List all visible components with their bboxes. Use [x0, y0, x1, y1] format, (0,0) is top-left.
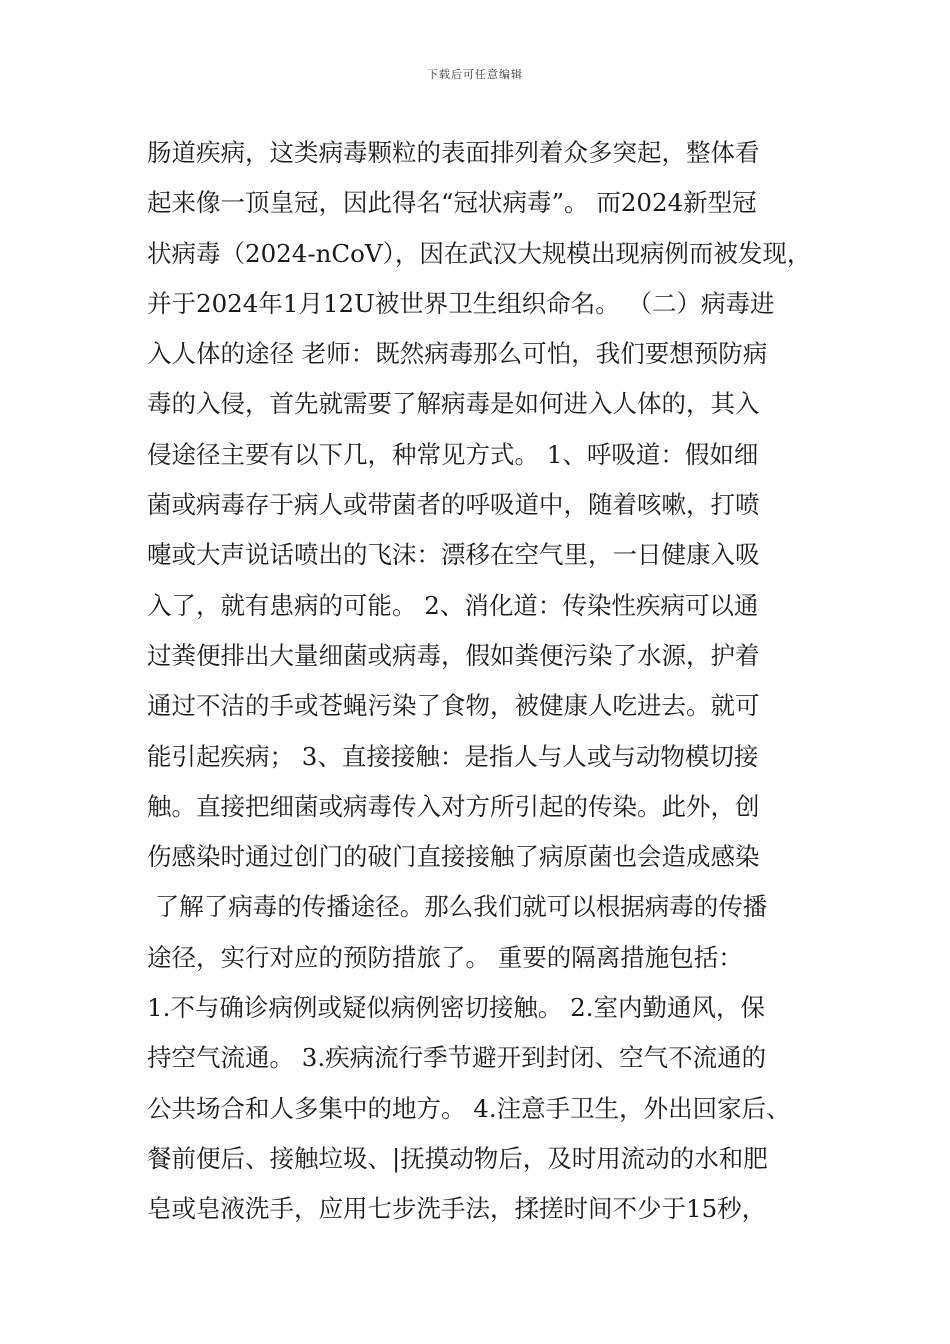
- text-line: 入了，就有患病的可能。 2、消化道：传染性疾病可以通: [147, 590, 759, 620]
- text-line: 状病毒（2024-nCoV），因在武汉大规模出现病例而被发现，: [147, 238, 812, 268]
- text-line: 嚏或大声说话喷出的飞沫：漂移在空气里，一日健康入吸: [147, 540, 760, 570]
- text-line: 肠道疾病，这类病毒颗粒的表面排列着众多突起，整体看: [147, 138, 760, 167]
- text-line: 途径，实行对应的预防措旅了。 重要的隔离措施包括：: [147, 942, 743, 972]
- text-line: 了解了病毒的传播途径。那么我们就可以根据病毒的传播: [147, 892, 768, 922]
- text-line: 1.不与确诊病例或疑似病例密切接触。 2.室内勤通风，保: [147, 993, 766, 1023]
- text-line: 公共场合和人多集中的地方。 4.注意手卫生，外出回家后、: [147, 1093, 791, 1123]
- text-line: 皂或皂液洗手，应用七步洗手法，揉搓时间不少于15秒，: [147, 1194, 767, 1224]
- text-line: 毒的入侵，首先就需要了解病毒是如何进入人体的，其入: [147, 389, 760, 419]
- text-line: 侵途径主要有以下几，种常见方式。 1、呼吸道：假如细: [147, 439, 759, 469]
- text-line: 并于2024年1月12U被世界卫生组织命名。 （二）病毒进: [147, 288, 775, 318]
- document-body: [147, 128, 827, 1235]
- text-line: 餐前便后、接触垃圾、|抚摸动物后，及时用流动的水和肥: [147, 1143, 768, 1173]
- text-line: 菌或病毒存于病人或带菌者的呼吸道中，随着咳嗽，打喷: [147, 490, 760, 520]
- text-line: 通过不洁的手或苍蝇污染了食物，被健康人吃进去。就可: [147, 691, 760, 721]
- text-line: 能引起疾病； 3、直接接触：是指人与人或与动物模切接: [147, 741, 759, 771]
- text-line: 伤感染时通过创门的破门直接接触了病原菌也会造成感染: [147, 842, 760, 872]
- text-line: 触。直接把细菌或病毒传入对方所引起的传染。此外，创: [147, 791, 760, 821]
- page-header: 下载后可任意编辑: [427, 68, 523, 81]
- text-line: 过粪便排出大量细菌或病毒，假如粪便污染了水源，护着: [147, 640, 760, 670]
- text-line: 起来像一顶皇冠，因此得名“冠状病毒”。 而2024新型冠: [147, 188, 757, 218]
- text-line: 入人体的途径 老师：既然病毒那么可怕，我们要想预防病: [147, 339, 768, 369]
- text-line: 持空气流通。 3.疾病流行季节避开到封闭、空气不流通的: [147, 1043, 767, 1073]
